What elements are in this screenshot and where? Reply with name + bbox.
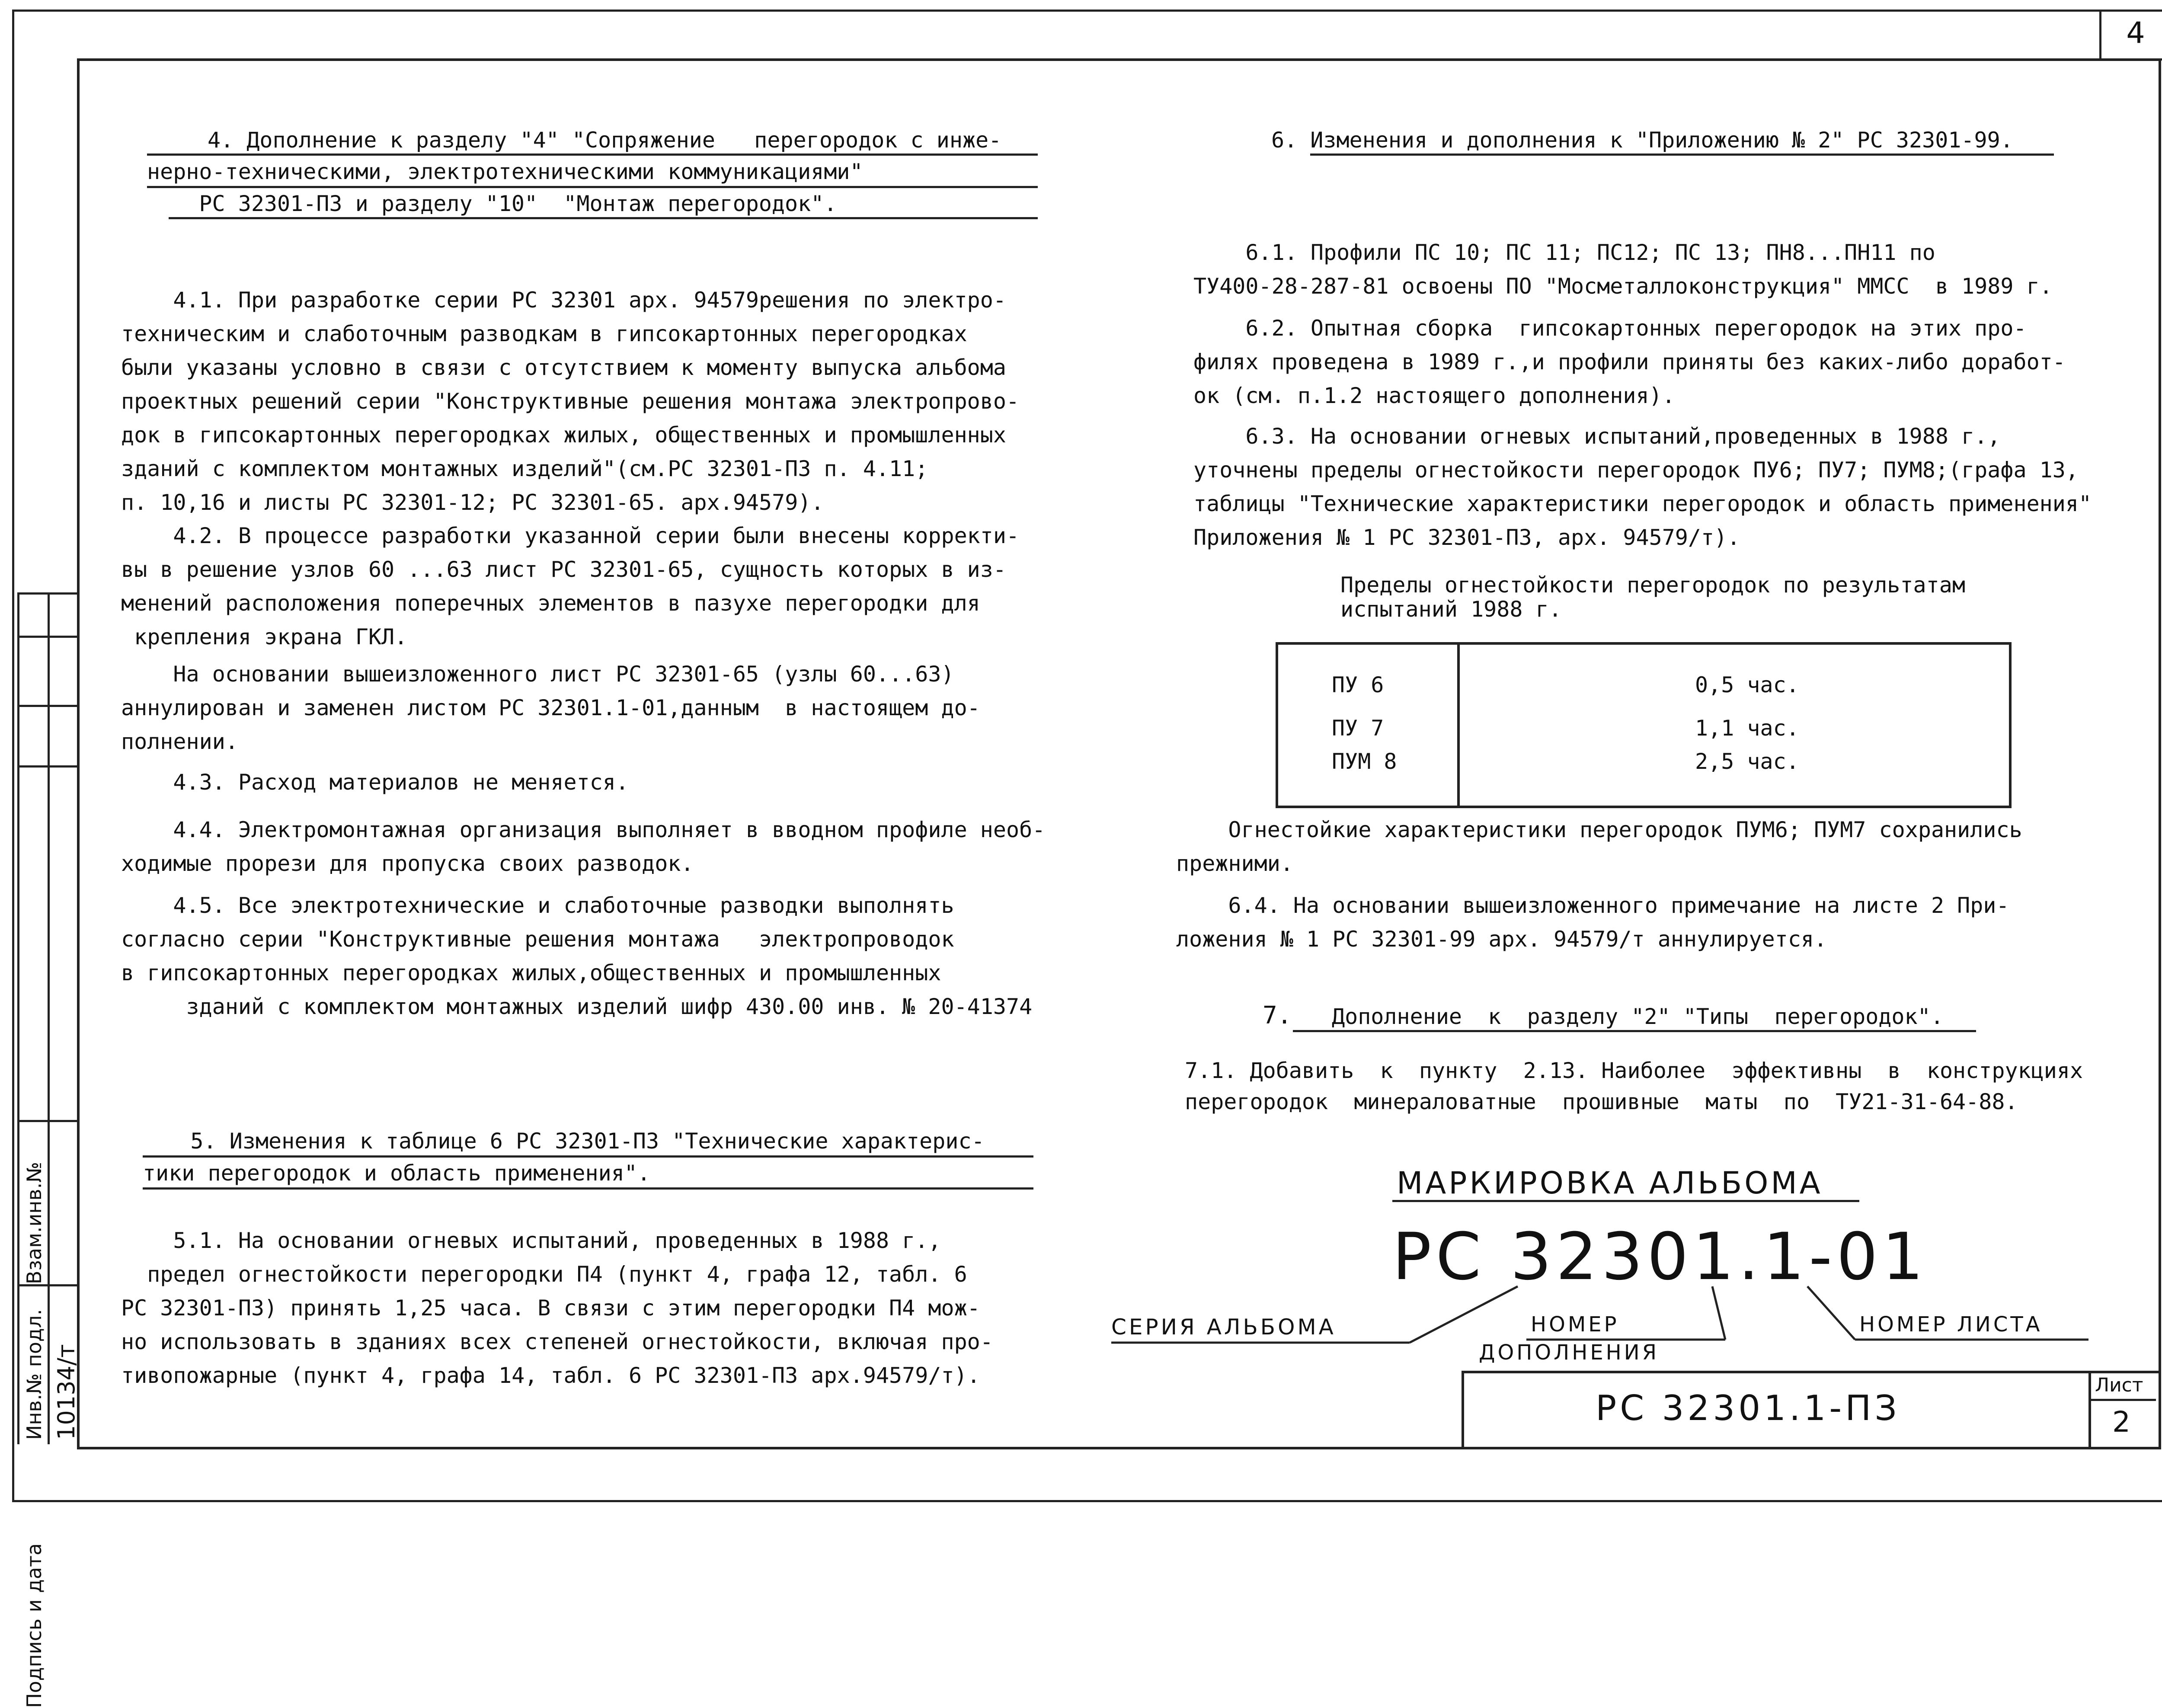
text-line: зданий с комплектом монтажных изделий"(см.РС 32301-ПЗ п. 4.11; [121,456,928,481]
text-line: ок (см. п.1.2 настоящего дополнения). [1193,383,1675,408]
text-line: согласно серии "Конструктивные решения монтажа электропроводок [121,927,954,952]
text-line: док в гипсокартонных перегородках жилых, общественных и промышленных [121,422,1006,448]
text-line: но использовать в зданиях всех степеней огнестойкости, включая про- [121,1329,993,1354]
table-row-value: 2,5 час. [1695,749,1799,774]
sheet-word: Лист [2095,1374,2143,1396]
text-line: ТУ400-28-287-81 освоены ПО "Мосметаллоконструкция" ММСС в 1989 г. [1193,274,2053,299]
text-line: проектных решений серии "Конструктивные решения монтажа электропрово- [121,389,1020,414]
leader-line [1712,1286,1725,1340]
addendum-label-1: НОМЕР [1531,1312,1619,1337]
album-code: РС 32301.1-01 [1392,1219,1928,1295]
table-row-value: 1,1 час. [1695,716,1799,741]
text-line: уточнены пределы огнестойкости перегородок ПУ6; ПУ7; ПУМ8;(графа 13, [1193,457,2079,483]
text-line: 6.4. На основании вышеизложенного примечание на листе 2 При- [1176,893,2009,918]
text-line: зданий с комплектом монтажных изделий шифр 430.00 инв. № 20-41374 [121,994,1033,1019]
text-line: 6.2. Опытная сборка гипсокартонных перегородок на этих про- [1193,316,2027,341]
text-line: 4.5. Все электротехнические и слаботочные разводки выполнять [121,893,954,918]
table-row-value: 0,5 час. [1695,672,1799,697]
text-line: На основании вышеизложенного лист РС 32301-65 (узлы 60...63) [121,662,954,687]
text-line: 4.1. При разработке серии РС 32301 арх. 94579решения по электро- [121,288,1006,313]
sheet-label: НОМЕР ЛИСТА [1859,1312,2043,1337]
table-row-name: ПУМ 8 [1332,749,1397,774]
stamp-designation: РС 32301.1-ПЗ [1596,1388,1900,1428]
sheet-number: 4 [2126,16,2145,50]
sec5-heading-2: тики перегородок и область применения". [143,1161,650,1186]
table-row-name: ПУ 7 [1332,716,1384,741]
vzam-inv-label: Взам.инв.№ [22,1161,46,1284]
para-4-3: 4.3. Расход материалов не меняется. [121,770,629,795]
sec7-number: 7. [1263,1001,1292,1030]
text-line: крепления экрана ГКЛ. [121,624,408,649]
text-line: п. 10,16 и листы РС 32301-12; РС 32301-65. арх.94579). [121,490,824,515]
podpis-data-label: Подпись и дата [22,1543,46,1708]
text-line: прежними. [1176,851,1293,876]
text-line: полнении. [121,729,238,754]
leader-line [1410,1286,1518,1343]
text-line: 4.2. В процессе разработки указанной серии были внесены корректи- [121,523,1020,548]
sheet-cell-divider [2088,1399,2156,1401]
text-line: Пределы огнестойкости перегородок по результатам [1340,573,1965,598]
text-line: 6.1. Профили ПС 10; ПС 11; ПС12; ПС 13; ПН8...ПН11 по [1193,240,1935,265]
sec6-heading: 6. Изменения и дополнения к "Приложению № 2" РС 32301-99. [1271,128,2013,153]
addendum-label-2: ДОПОЛНЕНИЯ [1479,1340,1660,1365]
inv-number: 10134/т [53,1344,80,1440]
text-line: испытаний 1988 г. [1340,597,1562,622]
text-line: аннулирован и заменен листом РС 32301.1-01,данным в настоящем до- [121,695,980,720]
sec7-heading: Дополнение к разделу "2" "Типы перегородок". [1332,1004,1944,1029]
text-line: 5.1. На основании огневых испытаний, проведенных в 1988 г., [121,1228,941,1253]
text-line: 6.3. На основании огневых испытаний,проведенных в 1988 г., [1193,424,2001,449]
text-line: 7.1. Добавить к пункту 2.13. Наиболее эффективны в конструкциях [1185,1058,2083,1083]
marking-title: МАРКИРОВКА АЛЬБОМА [1397,1165,1823,1201]
text-line: Приложения № 1 РС 32301-ПЗ, арх. 94579/т). [1193,525,1740,550]
series-label: СЕРИЯ АЛЬБОМА [1111,1315,1336,1340]
text-line: вы в решение узлов 60 ...63 лист РС 32301-65, сущность которых в из- [121,557,1006,582]
text-line: перегородок минераловатные прошивные маты по ТУ21-31-64-88. [1185,1089,2018,1114]
inv-podl-label: Инв.№ подл. [22,1309,46,1440]
text-line: были указаны условно в связи с отсутствием к моменту выпуска альбома [121,355,1006,380]
text-line: тивопожарные (пункт 4, графа 14, табл. 6 РС 32301-ПЗ арх.94579/т). [121,1363,980,1388]
text-line: 4.4. Электромонтажная организация выполняет в вводном профиле необ- [121,817,1046,842]
text-line: Огнестойкие характеристики перегородок ПУМ6; ПУМ7 сохранились [1176,817,2022,842]
text-line: филях проведена в 1989 г.,и профили приняты без каких-либо доработ- [1193,349,2066,374]
text-line: менений расположения поперечных элементов в пазухе перегородки для [121,591,980,616]
leader-line [1807,1286,1855,1340]
text-line: ложения № 1 РС 32301-99 арх. 94579/т аннулируется. [1176,927,1827,952]
sec4-heading-1: 4. Дополнение к разделу "4" "Сопряжение перегородок с инже- [208,128,1002,153]
text-line: техническим и слаботочным разводкам в гипсокартонных перегородках [121,321,967,346]
text-line: в гипсокартонных перегородках жилых,общественных и промышленных [121,960,941,985]
sec5-heading-1: 5. Изменения к таблице 6 РС 32301-ПЗ "Технические характерис- [138,1129,985,1154]
table-row-name: ПУ 6 [1332,672,1384,697]
text-line: таблицы "Технические характеристики перегородок и область применения" [1193,491,2092,516]
text-line: ходимые прорези для пропуска своих разводок. [121,851,694,876]
sec4-heading-2: нерно-техническими, электротехническими коммуникациями" [147,159,863,184]
stamp-sheet-number: 2 [2112,1405,2130,1439]
text-line: предел огнестойкости перегородки П4 (пункт 4, графа 12, табл. 6 [121,1262,967,1287]
sec4-heading-3: РС 32301-ПЗ и разделу "10" "Монтаж перегородок". [147,191,837,216]
text-line: РС 32301-ПЗ) принять 1,25 часа. В связи с этим перегородки П4 мож- [121,1295,980,1321]
